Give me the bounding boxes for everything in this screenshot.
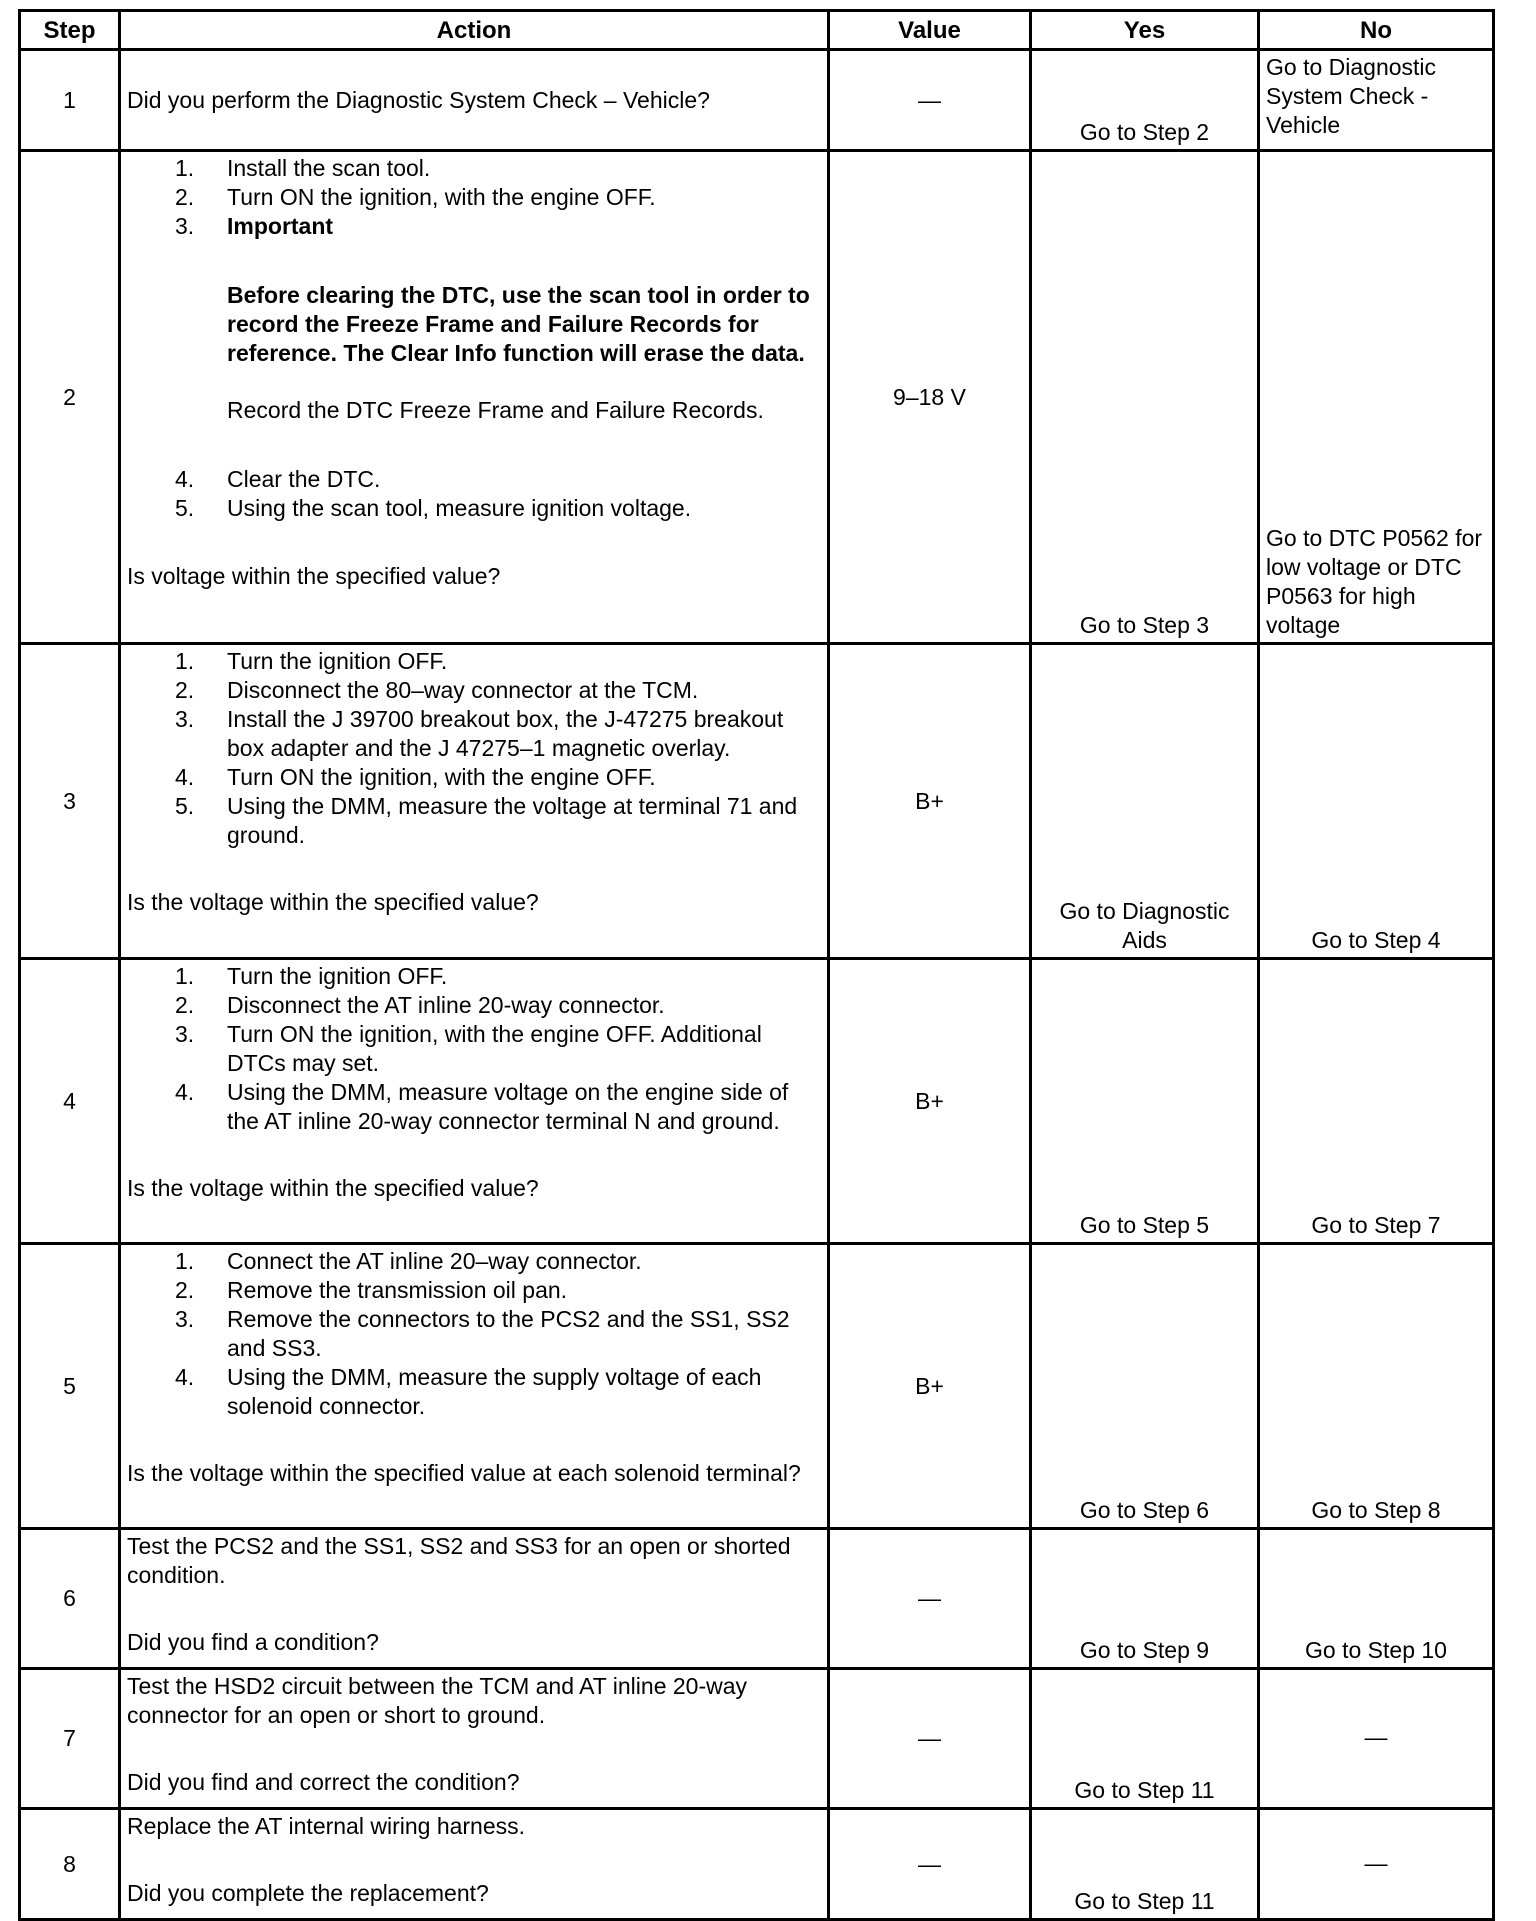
- no-cell: Go to Step 7: [1259, 959, 1494, 1244]
- header-row: [20, 11, 1494, 50]
- list-item: 1. Connect the AT inline 20–way connector.: [175, 1248, 642, 1274]
- table-row: [20, 1244, 1494, 1529]
- list-item: 3. Important: [175, 213, 334, 239]
- value-cell: —: [829, 50, 1031, 151]
- question-text: Is the voltage within the specified value?: [127, 889, 539, 915]
- step-number: 4: [20, 959, 120, 1244]
- table-row: [20, 1529, 1494, 1669]
- action-cell: [120, 959, 829, 1244]
- no-cell: Go to DTC P0562 for low voltage or DTC P0563 for high voltage: [1259, 151, 1494, 644]
- no-cell: —: [1259, 1669, 1494, 1809]
- table-row: [20, 644, 1494, 959]
- list-item: 2. Remove the transmission oil pan.: [175, 1277, 568, 1303]
- question-text: Is voltage within the specified value?: [127, 563, 501, 589]
- action-cell: [120, 1669, 829, 1809]
- action-list: [127, 465, 821, 523]
- table-row: [20, 151, 1494, 644]
- list-item: 2. Disconnect the 80–way connector at the TCM.: [175, 677, 699, 703]
- header-step: Step: [20, 11, 120, 50]
- no-cell: Go to Step 8: [1259, 1244, 1494, 1529]
- action-cell: [120, 50, 829, 151]
- action-list: [127, 1247, 821, 1421]
- header-action: Action: [120, 11, 829, 50]
- value-cell: —: [829, 1669, 1031, 1809]
- question-text: Did you find and correct the condition?: [127, 1769, 520, 1795]
- action-cell: [120, 151, 829, 644]
- yes-cell: Go to Step 5: [1031, 959, 1259, 1244]
- question-text: Did you complete the replacement?: [127, 1880, 489, 1906]
- step-number: 1: [20, 50, 120, 151]
- header-yes: Yes: [1031, 11, 1259, 50]
- value-cell: B+: [829, 644, 1031, 959]
- header-value: Value: [829, 11, 1031, 50]
- question-text: Did you find a condition?: [127, 1629, 379, 1655]
- yes-cell: Go to Step 9: [1031, 1529, 1259, 1669]
- action-list: [127, 154, 821, 241]
- value-cell: B+: [829, 1244, 1031, 1529]
- step-number: 8: [20, 1809, 120, 1920]
- action-list: [127, 962, 821, 1136]
- action-text: Replace the AT internal wiring harness.: [127, 1813, 526, 1839]
- no-cell: Go to Step 4: [1259, 644, 1494, 959]
- list-item: 5. Using the DMM, measure the voltage at terminal 71 and ground.: [175, 793, 798, 848]
- list-item: 4. Turn ON the ignition, with the engine OFF.: [175, 764, 656, 790]
- question-text: Is the voltage within the specified value at each solenoid terminal?: [127, 1460, 801, 1486]
- action-text: Test the HSD2 circuit between the TCM and AT inline 20-way connector for an open or short to ground.: [127, 1673, 748, 1728]
- yes-cell: Go to Step 3: [1031, 151, 1259, 644]
- step-number: 2: [20, 151, 120, 644]
- list-item: 2. Turn ON the ignition, with the engine OFF.: [175, 184, 656, 210]
- list-item: 1. Install the scan tool.: [175, 155, 431, 181]
- list-item: 4. Using the DMM, measure voltage on the engine side of the AT inline 20-way connector terminal N and ground.: [175, 1079, 789, 1134]
- value-cell: —: [829, 1529, 1031, 1669]
- table-row: [20, 50, 1494, 151]
- header-no: No: [1259, 11, 1494, 50]
- value-cell: —: [829, 1809, 1031, 1920]
- list-item: 5. Using the scan tool, measure ignition voltage.: [175, 495, 692, 521]
- list-item: 3. Turn ON the ignition, with the engine OFF. Additional DTCs may set.: [175, 1021, 762, 1076]
- list-item: 1. Turn the ignition OFF.: [175, 648, 448, 674]
- yes-cell: Go to Step 11: [1031, 1669, 1259, 1809]
- no-cell: Go to Step 10: [1259, 1529, 1494, 1669]
- step-number: 7: [20, 1669, 120, 1809]
- step-number: 5: [20, 1244, 120, 1529]
- list-item: 1. Turn the ignition OFF.: [175, 963, 448, 989]
- yes-cell: Go to Step 2: [1031, 50, 1259, 151]
- important-note: Before clearing the DTC, use the scan tool in order to record the Freeze Frame and Failure Records for reference. The Clear Info function will erase the data.: [227, 282, 810, 366]
- action-text: Test the PCS2 and the SS1, SS2 and SS3 for an open or shorted condition.: [127, 1533, 791, 1588]
- list-item: 2. Disconnect the AT inline 20-way connector.: [175, 992, 665, 1018]
- question-text: Is the voltage within the specified value?: [127, 1175, 539, 1201]
- step-number: 3: [20, 644, 120, 959]
- question-text: Did you perform the Diagnostic System Check – Vehicle?: [127, 86, 710, 113]
- step-number: 6: [20, 1529, 120, 1669]
- value-cell: B+: [829, 959, 1031, 1244]
- list-item: 3. Remove the connectors to the PCS2 and the SS1, SS2 and SS3.: [175, 1306, 790, 1361]
- action-cell: [120, 1244, 829, 1529]
- action-cell: [120, 644, 829, 959]
- yes-cell: Go to Diagnostic Aids: [1031, 644, 1259, 959]
- yes-cell: Go to Step 6: [1031, 1244, 1259, 1529]
- list-item: 4. Clear the DTC.: [175, 466, 381, 492]
- action-cell: [120, 1529, 829, 1669]
- table-row: [20, 1809, 1494, 1920]
- action-cell: [120, 1809, 829, 1920]
- action-list: [127, 647, 821, 850]
- diagnostic-table: [18, 9, 1495, 1921]
- list-item: 3. Install the J 39700 breakout box, the J-47275 breakout box adapter and the J 47275–1 magnetic overlay.: [175, 706, 784, 761]
- yes-cell: Go to Step 11: [1031, 1809, 1259, 1920]
- value-cell: 9–18 V: [829, 151, 1031, 644]
- table-row: [20, 959, 1494, 1244]
- no-cell: Go to Diagnostic System Check - Vehicle: [1259, 50, 1494, 151]
- no-cell: —: [1259, 1809, 1494, 1920]
- list-item: 4. Using the DMM, measure the supply voltage of each solenoid connector.: [175, 1364, 762, 1419]
- table-row: [20, 1669, 1494, 1809]
- record-note: Record the DTC Freeze Frame and Failure Records.: [227, 397, 764, 423]
